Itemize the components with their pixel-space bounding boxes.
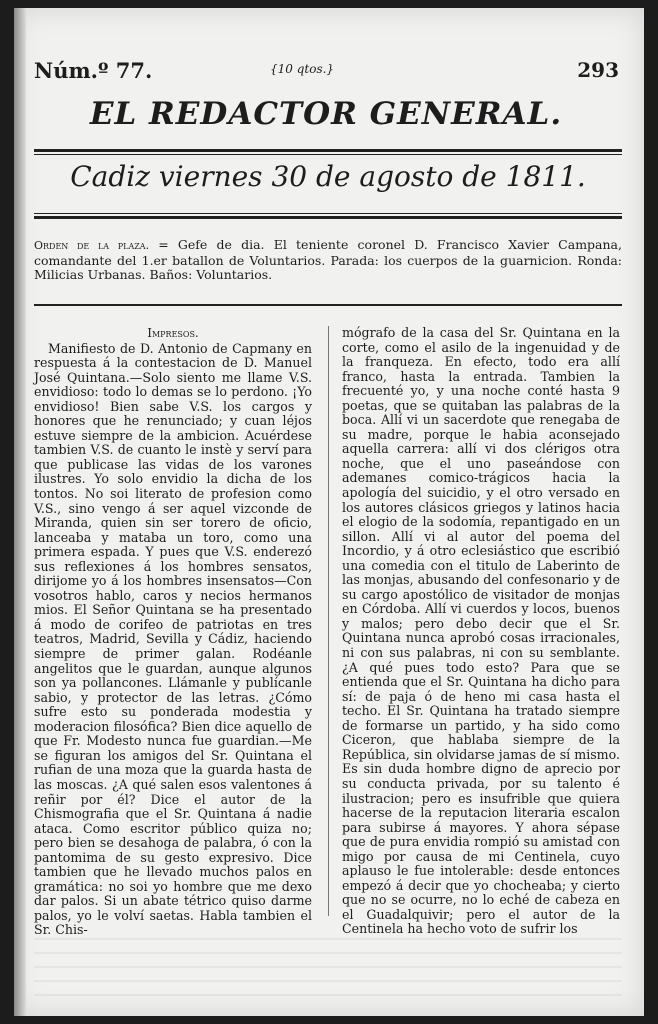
column-divider (328, 326, 329, 916)
section-rule (34, 304, 622, 306)
article-left-column (34, 326, 312, 938)
right-column-text: mógrafo de la casa del Sr. Quintana en la corte, como el asilo de la ingenuidad y de la franqueza. En efecto, todo era allí franco, hasta la entrada. Tambien la frecuenté yo, y una noche conté hasta 9 poetas, que se quitaban las palabras de la boca. Allí vi un sacerdote que renegaba de su madre, porque le habia aconsejado aquella carrera: allí vi dos clérigos otra noche, que el uno paseándose con ademanes comico-trágicos hacia la apología del suicidio, y el otro versado en los autores clásicos griegos y latinos hacia el elogio de la sodomía, repantigado en un sillon. Allí vi al autor del poema del Incordio, y á otro eclesiástico que escribió una comedia con el titulo de Laberinto de las monjas, abusando del confesonario y de su cargo apostólico de visitador de monjas en Córdoba. Allí vi cuerdos y locos, buenos y malos; pero debo decir que el Sr. Quintana nunca aprobó cosas irracionales, ni con sus palabras, ni con su semblante. ¿A qué pues todo esto? Para que se entienda que el Sr. Quintana ha dicho para sí: de paja ó de heno mi casa hasta el techo. El Sr. Quintana ha tratado siempre de formarse un partido, y ha sido como Ciceron, que hablaba siempre de la República, sin olvidarse jamas de sí mismo. Es sin duda hombre digno de aprecio por su conducta privada, por su talento é ilustracion; pero es insufrible que quiera hacerse de la reputacion literaria escalon para subirse á mayores. Y ahora sépase que de pura envidia rompió su amistad con migo por causa de mi Centinela, cuyo aplauso le fue intolerable: desde entonces empezó á decir que yo chocheaba; y cierto que no se ocurre, no lo eché de cabeza en el Guadalquivir; pero el autor de la Centinela ha hecho voto de sufrir los (342, 325, 620, 937)
orden-text: = Gefe de dia. El teniente coronel D. Francisco Xavier Campana, comandante del 1.er batallon de Voluntarios. Parada: los cuerpos de la guarnicion. Ronda: Milicias Urbanas. Baños: Voluntarios. (34, 237, 622, 282)
dateline: Cadiz viernes 30 de agosto de 1811. (70, 160, 586, 193)
section-title: Impresos. (147, 326, 199, 340)
date-rule-thick (34, 216, 622, 219)
masthead-title: EL REDACTOR GENERAL. (89, 96, 563, 132)
orden-de-la-plaza (34, 238, 622, 283)
issue-number: Núm.º 77. (34, 58, 153, 83)
orden-label: Orden de la plaza. (34, 239, 150, 252)
top-rule-thick (34, 149, 622, 152)
top-rule-thin (34, 154, 622, 155)
newspaper-page (14, 8, 644, 1016)
page-gutter (14, 8, 26, 1016)
sheet-count: {10 qtos.} (270, 62, 335, 76)
page-number: 293 (577, 58, 619, 82)
left-column-text: Manifiesto de D. Antonio de Capmany en respuesta á la contestacion de D. Manuel José Quintana.—Solo siento me llame V.S. envidioso: todo lo demas se lo perdono. ¡Yo envidioso! Bien sabe V.S. los cargos y honores que he renunciado; y cuan léjos estuve siempre de la ambicion. Acuérdese tambien V.S. de cuanto le instè y serví para que publicase las vidas de los varones ilustres. Yo solo envidio la dicha de los tontos. No soi literato de profesion como V.S., sino vengo á ser aquel vizconde de Miranda, quien sin ser torero de oficio, lanceaba y mataba un toro, como una primera espada. Y pues que V.S. enderezó sus reflexiones á los hombres sensatos, dirijome yo á los hombres insensatos—Con vosotros hablo, caros y necios hermanos mios. El Señor Quintana se ha presentado á modo de corifeo de patriotas en tres teatros, Madrid, Sevilla y Cádiz, haciendo siempre de primer galan. Rodéanle angelitos que le guardan, aunque algunos son ya pollancones. Llámanle y publícanle sabio, y protector de las letras. ¿Cómo sufre esto su ponderada modestia y moderacion filosófica? Bien dice aquello de que Fr. Modesto nunca fue guardian.—Me se figuran los amigos del Sr. Quintana el rufian de una moza que la guarda hasta de las moscas. ¿A qué salen esos valentones á reñir por él? Dice el autor de la Chismografia que el Sr. Quintana á nadie ataca. Como escritor público quiza no; pero bien se desahoga de palabra, ó con la pantomima de su gesto expresivo. Dice tambien que he llevado muchos palos en gramática: no soi yo hombre que me dexo dar palos. Si un abate tétrico quiso darme palos, yo le volví saetas. Habla tambien el Sr. Chis- (34, 340, 312, 938)
date-rule-thin (34, 213, 622, 214)
bleed-through-texture (34, 938, 622, 1008)
article-right-column (342, 326, 620, 937)
page-header (34, 58, 619, 88)
